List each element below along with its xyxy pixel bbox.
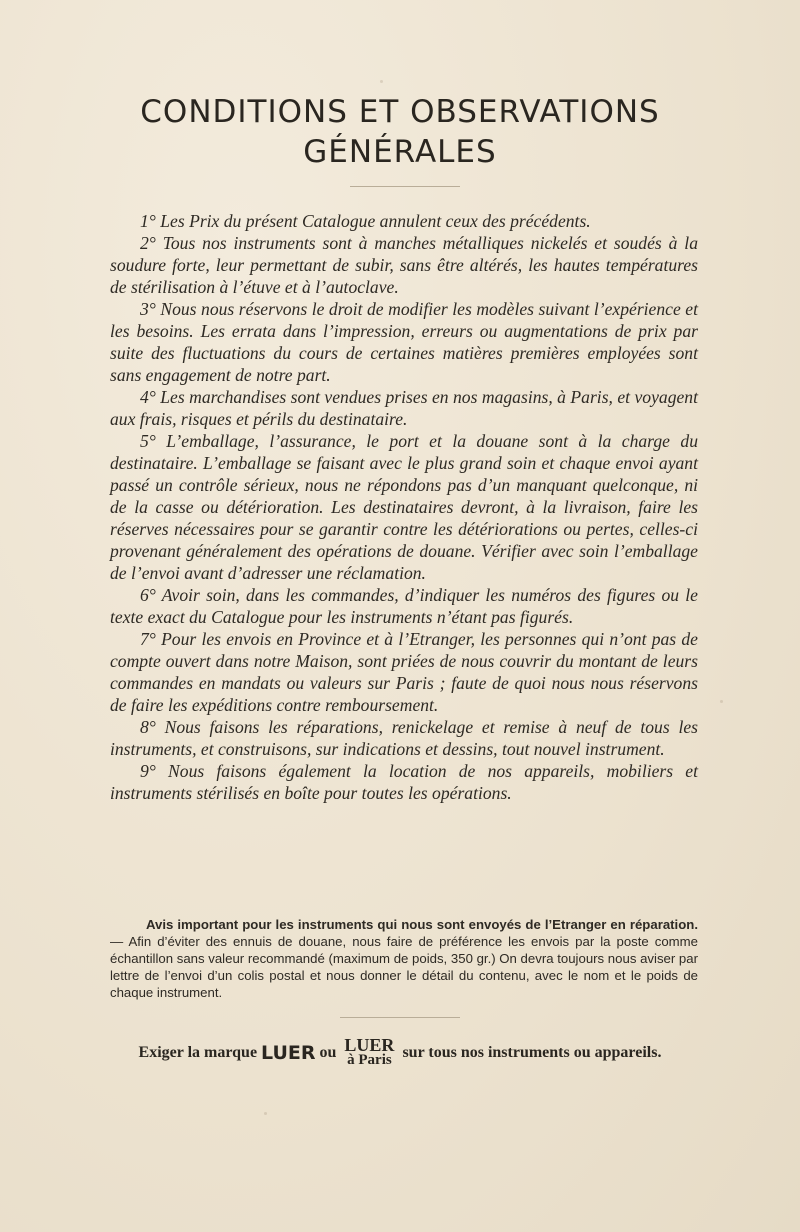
conditions-list <box>110 210 698 804</box>
title-divider <box>350 186 460 187</box>
condition-item: 9° Nous faisons également la location de nos appareils, mobiliers et instruments stérilisés en boîte pour toutes les opérations. <box>110 761 698 803</box>
brand-mark-bottom: à Paris <box>347 1052 392 1068</box>
paper-speck <box>720 700 723 703</box>
brand-prefix: Exiger la marque <box>138 1044 258 1061</box>
brand-suffix: sur tous nos instruments ou appareils. <box>402 1044 662 1061</box>
condition-item: 3° Nous nous réservons le droit de modifier les modèles suivant l’expérience et les besoins. Les errata dans l’impression, erreurs ou augmentations de prix par suite des fluctuations du cours de certaines matières premières employées sont sans engagement de notre part. <box>110 299 698 385</box>
condition-item: 1° Les Prix du présent Catalogue annulent ceux des précédents. <box>140 211 591 231</box>
notice-text: — Afin d’éviter des ennuis de douane, nous faire de préférence les envois par la poste comme échantillon sans valeur recommandé (maximum de poids, 350 gr.) On devra toujours nous aviser par lettre de l’envoi d’un colis postal et nous donner le détail du contenu, avec le nom et le poids de chaque instrument. <box>110 934 698 1000</box>
brand-mark-luer: LUER <box>261 1042 316 1064</box>
notice-heading: Avis important pour les instruments qui nous sont envoyés de l’Etranger en réparation. <box>146 917 698 932</box>
title-line-1: CONDITIONS ET OBSERVATIONS <box>140 94 660 130</box>
brand-mark-luer-paris <box>344 1035 395 1068</box>
page-title <box>0 92 800 172</box>
title-line-2: GÉNÉRALES <box>303 134 497 170</box>
important-notice <box>110 916 698 1001</box>
brand-requirement <box>0 1035 800 1068</box>
condition-item: 8° Nous faisons les réparations, renickelage et remise à neuf de tous les instruments, et construisons, sur indications et dessins, tout nouvel instrument. <box>110 717 698 759</box>
brand-or: ou <box>319 1044 337 1061</box>
paper-speck <box>380 80 383 83</box>
notice-divider <box>340 1017 460 1018</box>
condition-item: 7° Pour les envois en Province et à l’Etranger, les personnes qui n’ont pas de compte ouvert dans notre Maison, sont priées de nous couvrir du montant de leurs commandes en mandats ou valeurs sur Paris ; faute de quoi nous nous réservons de faire les expéditions contre remboursement. <box>110 629 698 715</box>
condition-item: 4° Les marchandises sont vendues prises en nos magasins, à Paris, et voyagent aux frais, risques et périls du destinataire. <box>110 387 698 429</box>
paper-speck <box>264 1112 267 1115</box>
condition-item: 2° Tous nos instruments sont à manches métalliques nickelés et soudés à la soudure forte, leur permettant de subir, sans être altérés, les hautes températures de stérilisation à l’étuve et à l’autoclave. <box>110 233 698 297</box>
condition-item: 6° Avoir soin, dans les commandes, d’indiquer les numéros des figures ou le texte exact du Catalogue pour les instruments n’étant pas figurés. <box>110 585 698 627</box>
condition-item: 5° L’emballage, l’assurance, le port et la douane sont à la charge du destinataire. L’emballage se faisant avec le plus grand soin et chaque envoi ayant passé un contrôle sérieux, nous ne répondons pas d’un manquant quelconque, ni de la casse ou détérioration. Les destinataires devront, à la livraison, faire les réserves nécessaires pour se garantir contre les détériorations ou pertes, celles-ci provenant généralement des opérations de douane. Vérifier avec soin l’emballage de l’envoi avant d’adresser une réclamation. <box>110 431 698 583</box>
brand-mark-top: LUER <box>344 1035 395 1055</box>
